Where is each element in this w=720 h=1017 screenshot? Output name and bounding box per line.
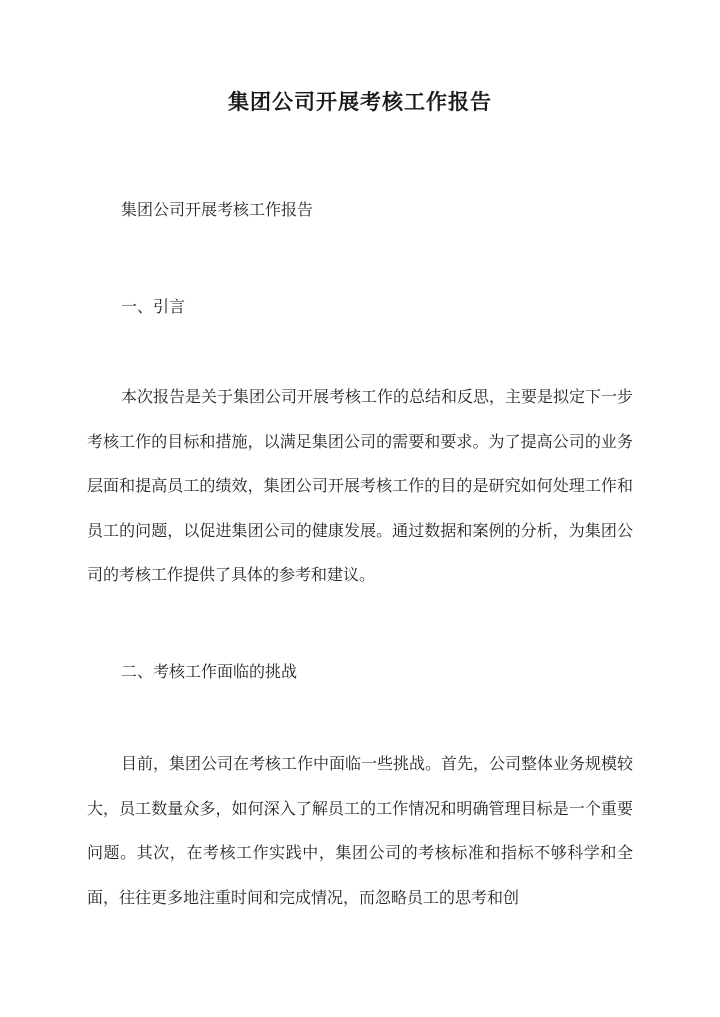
section-body-introduction: 本次报告是关于集团公司开展考核工作的总结和反思，主要是拟定下一步考核工作的目标和措施，以满足集团公司的需要和要求。为了提高公司的业务层面和提高员工的绩效，集团公司开展考核工作的目的是研究如何处理工作和员工的问题，以促进集团公司的健康发展。通过数据和案例的分析，为集团公司的考核工作提供了具体的参考和建议。 <box>87 387 634 585</box>
document-title: 集团公司开展考核工作报告 <box>228 89 492 114</box>
section-heading-introduction: 一、引言 <box>121 297 186 316</box>
section-heading-challenges: 二、考核工作面临的挑战 <box>121 662 298 681</box>
document-subtitle: 集团公司开展考核工作报告 <box>121 200 314 219</box>
section-body-challenges: 目前，集团公司在考核工作中面临一些挑战。首先，公司整体业务规模较大，员工数量众多，如何深入了解员工的工作情况和明确管理目标是一个重要问题。其次，在考核工作实践中，集团公司的考核标准和指标不够科学和全面，往往更多地注重时间和完成情况，而忽略员工的思考和创 <box>87 754 634 907</box>
